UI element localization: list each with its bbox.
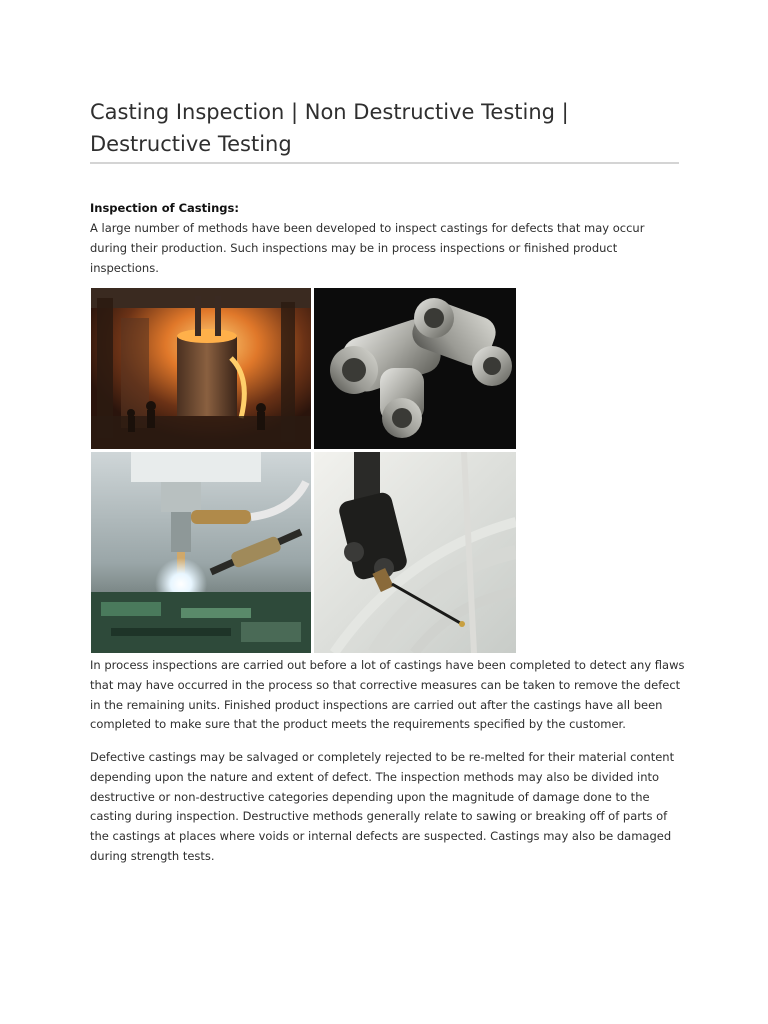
- cmm-probe-image: [314, 452, 516, 653]
- foundry-pouring-image: [91, 288, 311, 449]
- title-divider: [90, 162, 679, 164]
- section-heading: Inspection of Castings:: [90, 201, 239, 215]
- page-title: Casting Inspection | Non Destructive Testing | Destructive Testing: [90, 100, 569, 156]
- process-inspection-paragraph: In process inspections are carried out before a lot of castings have been completed to detect any flaws that may have occurred in the process so that corrective measures can be taken to remove the defect in the remaining units. Finished product inspections are carried out after the castings have all been completed to make sure that the product meets the requirements specified by the customer.: [90, 658, 685, 732]
- pipe-fittings-image: [314, 288, 516, 449]
- intro-paragraph: A large number of methods have been developed to inspect castings for defects that may occur during their production. Such inspections may be in process inspections or finished product inspections.: [90, 221, 645, 275]
- defective-castings-paragraph: Defective castings may be salvaged or completely rejected to be re-melted for their material content depending upon the nature and extent of defect. The inspection methods may also be divided into destructive or non-destructive categories depending upon the magnitude of damage done to the casting during inspection. Destructive methods generally relate to sawing or breaking off of parts of the castings at places where voids or internal defects are suspected. Castings may also be damaged during strength tests.: [90, 750, 675, 863]
- probe-inspection-image: [91, 452, 311, 653]
